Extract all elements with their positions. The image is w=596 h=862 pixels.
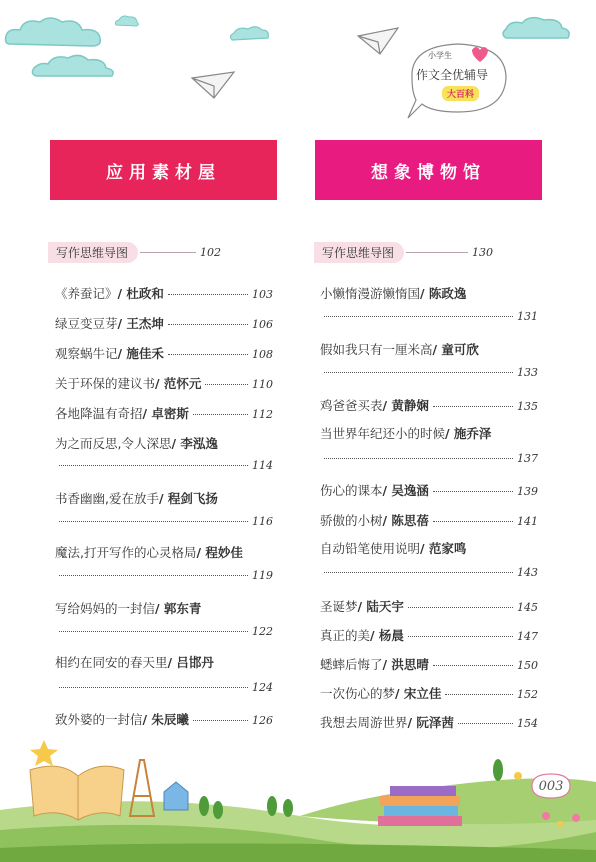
entry-author: / 王杰坤 [117,316,164,331]
entry-page: 131 [517,310,538,323]
toc-entry-line1[interactable] [320,340,538,358]
dot-leader [433,521,513,522]
cloud-illustration [228,24,272,44]
cloud-illustration [2,14,112,54]
section-header-application: 应用素材屋 [50,140,277,200]
entry-title: 自动铅笔使用说明 [320,541,421,556]
entry-title: 为之而反思,令人深思 [55,436,172,451]
mindmap-heading-right[interactable] [314,241,542,263]
entry-title: 绿豆变豆芽 [55,316,118,331]
badge-small-text: 小学生 [428,51,452,60]
entry-author: / 陈思蓓 [382,513,429,528]
entry-author: / 杜政和 [117,286,164,301]
toc-entry[interactable] [320,396,538,414]
entry-author: / 施乔泽 [445,426,492,441]
entry-author: / 李泓逸 [171,436,218,451]
entry-page: 114 [252,459,273,472]
dot-leader [433,406,513,407]
toc-entry[interactable] [320,597,538,615]
entry-title: 关于环保的建议书 [55,376,156,391]
entry-title: 圣诞梦 [320,599,358,614]
toc-entry-line2 [320,452,538,465]
entry-title: 鸡爸爸买表 [320,398,383,413]
dot-leader [59,465,248,466]
entry-title: 书香幽幽,爱在放手 [55,491,159,506]
toc-entry-line1[interactable] [55,653,273,671]
entry-author: / 吕邯丹 [167,655,214,670]
mindmap-heading-left[interactable] [48,241,276,263]
entry-page: 143 [517,566,538,579]
dot-leader [59,631,248,632]
toc-entry-line2 [55,625,273,638]
badge-ribbon: 大百科 [442,86,479,101]
entry-author: / 童可欣 [432,342,479,357]
dot-leader [433,665,513,666]
entry-page: 145 [517,601,538,614]
entry-page: 116 [252,515,273,528]
entry-page: 154 [517,717,538,730]
toc-entry-line2 [55,459,273,472]
cloud-illustration [30,50,120,84]
dot-leader [168,294,248,295]
toc-entry-line1[interactable] [320,284,538,302]
entry-page: 135 [517,400,538,413]
section-header-imagination: 想象博物馆 [315,140,542,200]
entry-title: 致外婆的一封信 [55,712,143,727]
entry-title: 伤心的课本 [320,483,383,498]
page-number: 003 [538,778,564,794]
entry-title: 假如我只有一厘米高 [320,342,433,357]
entry-author: / 范怀元 [155,376,202,391]
entry-author: / 陈政逸 [420,286,467,301]
dot-leader [408,636,513,637]
landscape-illustration [0,720,596,862]
cloud-illustration [114,14,140,28]
entry-author: / 朱辰曦 [142,712,189,727]
entry-title: 我想去周游世界 [320,715,408,730]
toc-entry-line1[interactable] [320,424,538,442]
entry-title: 观察蜗牛记 [55,346,118,361]
entry-page: 108 [252,348,273,361]
toc-entry[interactable] [55,284,273,302]
entry-page: 137 [517,452,538,465]
entry-author: / 程妙佳 [196,545,243,560]
toc-entry-line1[interactable] [55,543,273,561]
entry-author: / 杨晨 [370,628,404,643]
dot-leader [324,316,513,317]
entry-title: 写给妈妈的一封信 [55,601,156,616]
entry-page: 152 [517,688,538,701]
dot-leader [324,372,513,373]
entry-page: 122 [252,625,273,638]
toc-entry[interactable] [320,655,538,673]
entry-page: 150 [517,659,538,672]
entry-author: / 程剑飞扬 [158,491,218,506]
entry-author: / 吴逸涵 [382,483,429,498]
toc-entry-line1[interactable] [55,599,273,617]
mindmap-page: 130 [472,245,494,259]
toc-entry[interactable] [55,374,273,392]
dot-leader [59,687,248,688]
toc-entry-line1[interactable] [55,434,273,452]
dot-leader [59,521,248,522]
entry-page: 124 [252,681,273,694]
dot-leader [59,575,248,576]
dot-leader [324,572,513,573]
entry-title: 骄傲的小树 [320,513,383,528]
entry-author: / 范家鸣 [420,541,467,556]
toc-entry[interactable] [320,684,538,702]
entry-author: / 郭东青 [155,601,202,616]
toc-entry-line2 [55,681,273,694]
entry-title: 相约在同安的春天里 [55,655,168,670]
entry-author: / 卓密斯 [142,406,189,421]
toc-entry[interactable] [320,511,538,529]
entry-page: 147 [517,630,538,643]
entry-page: 126 [252,714,273,727]
badge-title: 作文全优辅导 [416,68,489,82]
paper-plane-icon [356,26,400,58]
entry-page: 119 [252,569,273,582]
toc-entry-line2 [55,569,273,582]
entry-author: / 陆天宇 [357,599,404,614]
dot-leader [445,694,513,695]
entry-page: 139 [517,485,538,498]
entry-title: 蟋蟀后悔了 [320,657,383,672]
toc-entry[interactable] [55,314,273,332]
toc-entry-line1[interactable] [55,489,273,507]
toc-entry-line2 [320,310,538,323]
entry-title: 一次伤心的梦 [320,686,396,701]
paper-plane-icon [190,68,236,104]
book-title-badge [402,38,514,122]
entry-title: 真正的美 [320,628,371,643]
toc-entry-line2 [320,366,538,379]
dot-leader [408,607,513,608]
mindmap-page: 102 [200,245,222,259]
entry-author: / 黄静娴 [382,398,429,413]
entry-title: 魔法,打开写作的心灵格局 [55,545,197,560]
entry-author: / 施佳禾 [117,346,164,361]
toc-entry[interactable] [55,404,273,422]
dot-leader [168,324,248,325]
divider-line [140,252,196,253]
dot-leader [433,491,513,492]
entry-page: 106 [252,318,273,331]
entry-page: 112 [252,408,273,421]
entry-page: 141 [517,515,538,528]
entry-title: 各地降温有奇招 [55,406,143,421]
dot-leader [324,458,513,459]
entry-page: 103 [252,288,273,301]
toc-entry[interactable] [320,626,538,644]
divider-line [406,252,468,253]
toc-entry[interactable] [55,344,273,362]
entry-title: 《养蚕记》 [55,286,118,301]
entry-author: / 宋立佳 [395,686,442,701]
dot-leader [168,354,248,355]
mindmap-label: 写作思维导图 [48,242,138,263]
entry-title: 当世界年纪还小的时候 [320,426,446,441]
toc-entry-line2 [320,566,538,579]
mindmap-label: 写作思维导图 [314,242,404,263]
entry-page: 133 [517,366,538,379]
entry-author: / 阮泽茜 [407,715,454,730]
entry-title: 小懒惰漫游懒惰国 [320,286,421,301]
toc-entry[interactable] [320,481,538,499]
entry-author: / 洪思晴 [382,657,429,672]
toc-entry-line1[interactable] [320,539,538,557]
toc-entry-line2 [55,515,273,528]
entry-page: 110 [252,378,273,391]
dot-leader [205,384,248,385]
dot-leader [193,414,248,415]
